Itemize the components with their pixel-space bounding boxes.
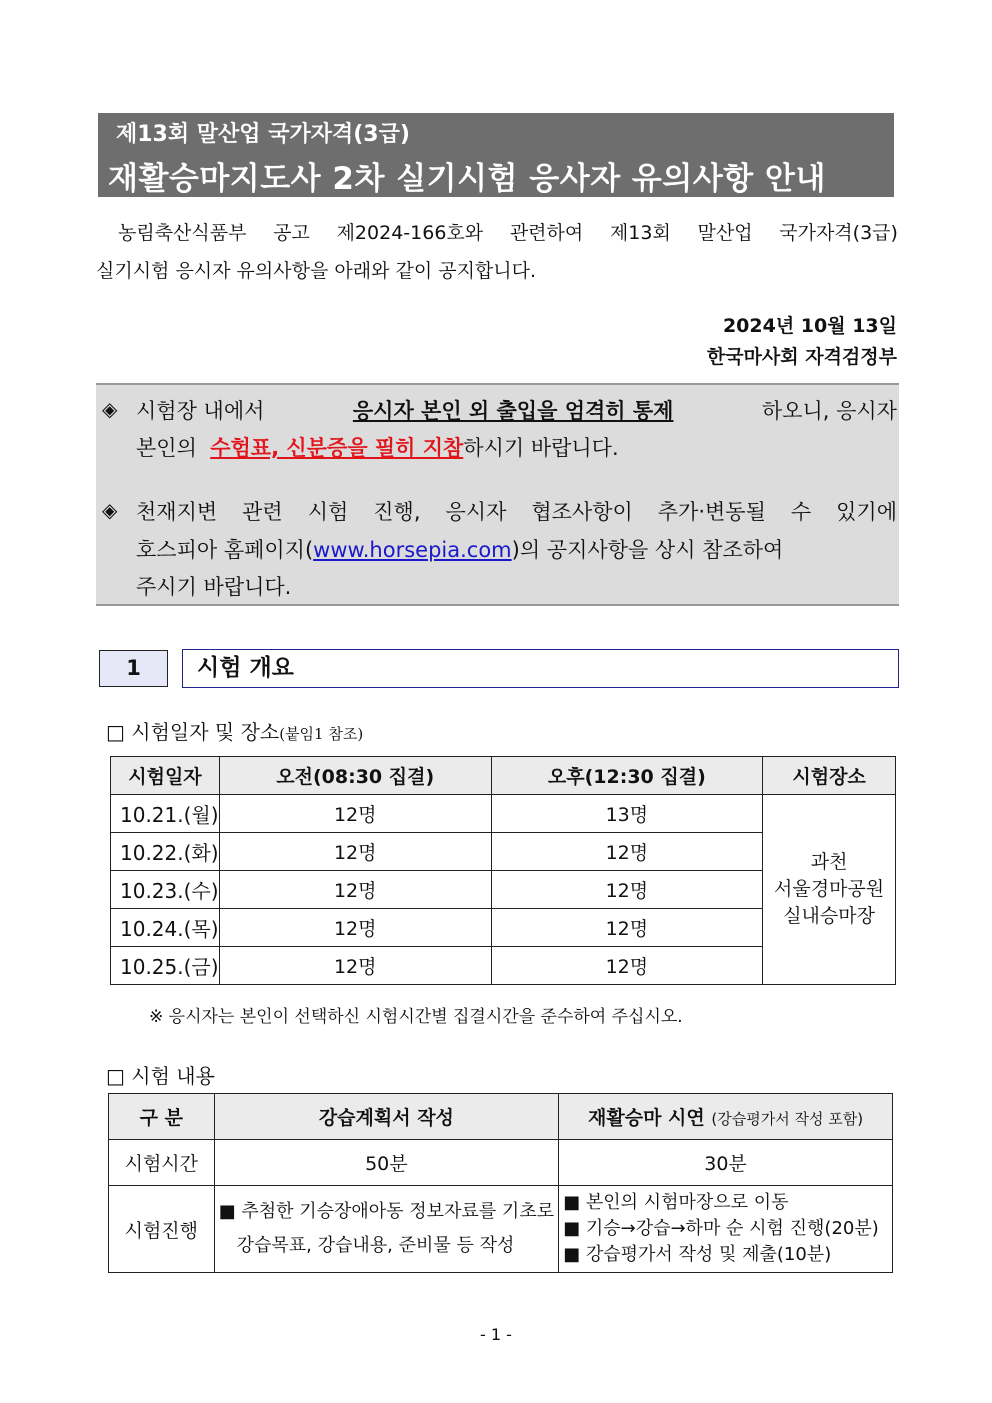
schedule-heading: □ 시험일자 및 장소(붙임1 참조) (106, 720, 364, 744)
intro-word: 국가자격(3급) (779, 222, 898, 244)
intro-word: 제13회 (609, 222, 671, 244)
notice-word: 시험 (307, 500, 349, 524)
notice-text: 본인의 (136, 436, 197, 460)
date-cell: 10.25.(금) (111, 947, 220, 985)
proc-demonstration: ■ 본인의 시험마장으로 이동 ■ 기승→강습→하마 순 시험 진행(20분) ■ 강습평가서 작성 및 제출(10분) (559, 1186, 893, 1273)
notice-2-line-1 (136, 496, 897, 526)
header-lesson-plan: 강습계획서 작성 (214, 1094, 559, 1140)
header-venue: 시험장소 (763, 757, 896, 795)
header-category: 구 분 (109, 1094, 215, 1140)
notice-box (96, 383, 899, 606)
notice-word: 추가‧변동될 (657, 500, 766, 524)
date-cell: 10.23.(수) (111, 871, 220, 909)
time-demonstration: 30분 (559, 1140, 893, 1186)
notice-1-line-1 (136, 395, 897, 425)
issuing-organization: 한국마사회 자격검정부 (706, 346, 897, 368)
header-pm: 오후(12:30 집결) (491, 757, 763, 795)
time-label: 시험시간 (109, 1140, 215, 1186)
am-count: 12명 (219, 909, 491, 947)
content-heading: □ 시험 내용 (106, 1064, 215, 1088)
time-lesson-plan: 50분 (214, 1140, 559, 1186)
notice-2-line-3: 주시기 바랍니다. (136, 575, 292, 599)
notice-1-line-2 (136, 432, 619, 462)
horsepia-link[interactable]: www.horsepia.com (313, 538, 512, 562)
notice-text: 하시기 바랍니다. (463, 436, 619, 460)
date-cell: 10.24.(목) (111, 909, 220, 947)
section-number: 1 (99, 650, 168, 687)
notice-red-emphasis: 수험표, 신분증을 필히 지참 (210, 436, 464, 460)
am-count: 12명 (219, 833, 491, 871)
notice-text: 시험장 내에서 (136, 399, 265, 423)
table-row (109, 1186, 893, 1273)
notice-text: )의 공지사항을 상시 참조하여 (511, 538, 784, 562)
am-count: 12명 (219, 871, 491, 909)
notice-word: 응시자 (445, 500, 507, 524)
intro-line-1 (96, 214, 898, 252)
date-cell: 10.22.(화) (111, 833, 220, 871)
proc-lesson-plan: ■ 추첨한 기승장애아동 정보자료를 기초로 강습목표, 강습내용, 준비물 등 작성 (214, 1186, 559, 1273)
notice-word: 협조사항이 (531, 500, 633, 524)
proc-label: 시험진행 (109, 1186, 215, 1273)
table-header-row (109, 1094, 893, 1140)
pm-count: 13명 (491, 795, 763, 833)
notice-2-line-2 (136, 534, 783, 564)
intro-word: 관련하여 (509, 222, 584, 244)
pm-count: 12명 (491, 871, 763, 909)
content-table (108, 1093, 893, 1273)
section-title: 시험 개요 (182, 649, 899, 688)
diamond-bullet-icon: ◈ (102, 498, 118, 522)
notice-text: 하오니, 응시자 (761, 399, 897, 423)
intro-word: 공고 (273, 222, 310, 244)
notice-emphasis: 응시자 본인 외 출입을 엄격히 통제 (352, 399, 674, 423)
table-header-row (111, 757, 896, 795)
pm-count: 12명 (491, 909, 763, 947)
intro-word: 제2024-166호와 (336, 222, 484, 244)
header-demonstration: 재활승마 시연 (강습평가서 작성 포함) (559, 1094, 893, 1140)
notice-word: 수 (790, 500, 812, 524)
notice-word: 진행, (373, 500, 421, 524)
notice-word: 관련 (242, 500, 283, 524)
title-line-2: 재활승마지도사 2차 실기시험 응사자 유의사항 안내 (108, 161, 826, 197)
page-number: - 1 - (480, 1325, 512, 1344)
intro-line-2: 실기시험 응시자 유의사항을 아래와 같이 공지합니다. (96, 260, 537, 282)
table-row (111, 795, 896, 833)
venue-cell: 과천 서울경마공원 실내승마장 (763, 795, 896, 985)
am-count: 12명 (219, 795, 491, 833)
date-cell: 10.21.(월) (111, 795, 220, 833)
title-line-1: 제13회 말산업 국가자격(3급) (116, 122, 410, 147)
header-am: 오전(08:30 집결) (219, 757, 491, 795)
am-count: 12명 (219, 947, 491, 985)
diamond-bullet-icon: ◈ (102, 397, 118, 421)
notice-word: 있기에 (836, 500, 897, 524)
pm-count: 12명 (491, 947, 763, 985)
notice-text: 호스피아 홈페이지( (136, 538, 314, 562)
notice-date: 2024년 10월 13일 (722, 315, 897, 337)
title-banner (98, 113, 894, 197)
header-date: 시험일자 (111, 757, 220, 795)
pm-count: 12명 (491, 833, 763, 871)
schedule-table (110, 756, 896, 985)
intro-word: 말산업 (697, 222, 753, 244)
intro-paragraph (96, 214, 898, 290)
intro-word: 농림축산식품부 (118, 222, 247, 244)
table-row (109, 1140, 893, 1186)
notice-word: 천재지변 (136, 500, 218, 524)
schedule-note: ※ 응시자는 본인이 선택하신 시험시간별 집결시간을 준수하여 주십시오. (149, 1007, 683, 1027)
